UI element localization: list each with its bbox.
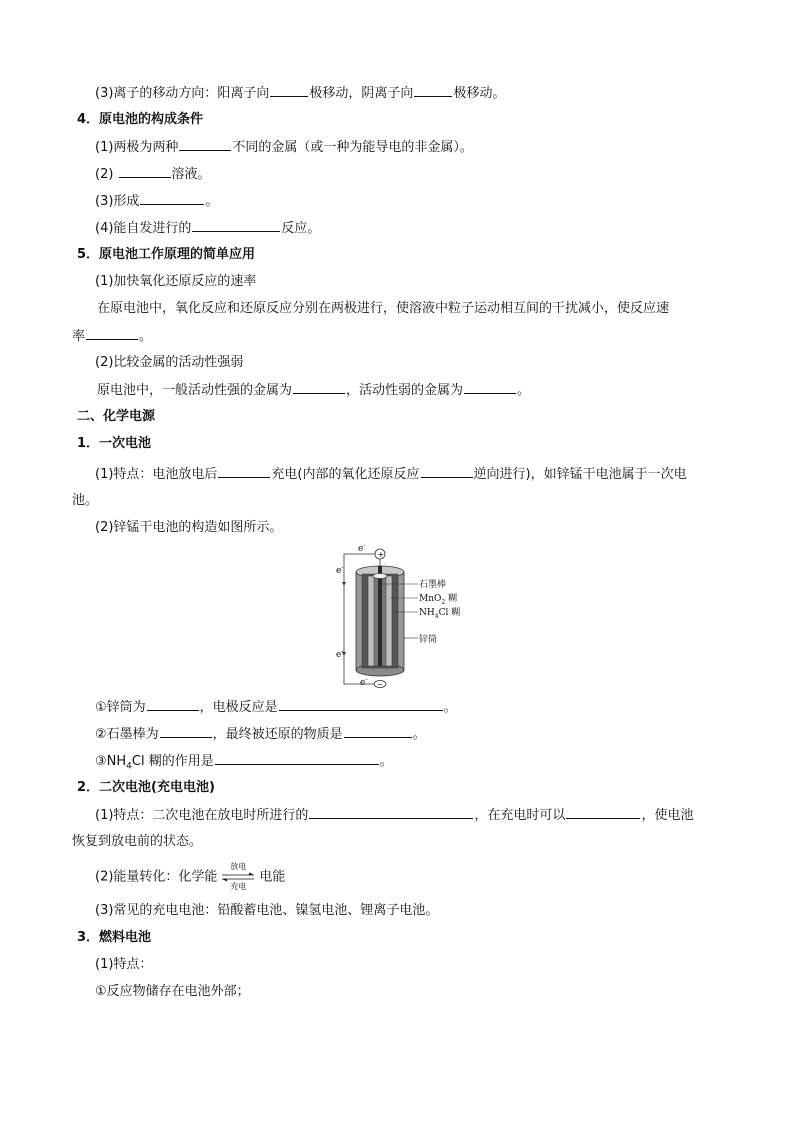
graphite-rod (378, 566, 382, 666)
section-heading: 2．二次电池(充电电池) (77, 780, 215, 795)
reversible-arrow: 放电 充电 (220, 862, 256, 892)
blank[interactable] (119, 165, 171, 178)
paragraph-line: 池。 (72, 493, 99, 508)
zinc-can-label: 锌筒 (419, 635, 438, 645)
ion-direction-line: (3)离子的移动方向：阳离子向 极移动，阴离子向 极移动。 (95, 86, 506, 101)
electron-label: e- (336, 564, 344, 576)
paragraph-line: (2)锌锰干电池的构造如图所示。 (95, 520, 283, 535)
section-heading: 二、化学电源 (77, 409, 156, 424)
paragraph-line: 原电池中，一般活动性强的金属为 ，活动性弱的金属为 。 (97, 383, 531, 398)
condition-line: (4)能自发进行的 反应。 (95, 221, 321, 236)
paragraph-line: ①反应物储存在电池外部； (95, 984, 250, 999)
blank[interactable] (344, 725, 412, 738)
blank[interactable] (414, 84, 452, 97)
blank[interactable] (215, 752, 379, 765)
arrow-icon (342, 582, 346, 586)
condition-line: (3)形成 。 (95, 194, 219, 209)
blank[interactable] (293, 381, 345, 394)
question-line: $③NH_4Cl$ 糊的作用是 。 (95, 754, 393, 772)
question-line: ①锌筒为 ，电极反应是 。 (95, 700, 457, 715)
question-line: ②石墨棒为 ，最终被还原的物质是 。 (95, 727, 426, 742)
subheading: (1)加快氧化还原反应的速率 (95, 274, 257, 289)
blank[interactable] (270, 84, 308, 97)
electron-label: e- (358, 542, 366, 554)
blank[interactable] (309, 806, 473, 819)
nh4cl-paste-label: $NH_4Cl$ 糊 (419, 608, 461, 620)
minus-sign: − (377, 680, 383, 689)
electron-label: e- (336, 648, 344, 660)
blank[interactable] (86, 327, 138, 340)
blank[interactable] (179, 138, 231, 151)
subheading: (2)比较金属的活动性强弱 (95, 355, 244, 370)
section-heading: 3．燃料电池 (77, 930, 152, 945)
section-heading: 1．一次电池 (77, 436, 152, 451)
blank[interactable] (147, 698, 199, 711)
blank[interactable] (279, 698, 443, 711)
blank[interactable] (192, 219, 280, 232)
blank[interactable] (464, 381, 516, 394)
blank[interactable] (566, 806, 640, 819)
mno2-paste-label: MnO$_2$ 糊 (419, 594, 458, 606)
plus-sign: + (377, 550, 385, 559)
condition-line: (2) 溶液。 (95, 167, 211, 182)
zinc-manganese-battery-diagram (332, 542, 462, 692)
paragraph-line: 在原电池中，氧化反应和还原反应分别在两极进行，使溶液中粒子运动相互间的干扰减小，使反应速 (97, 301, 670, 316)
subheading: (1)特点： (95, 957, 153, 972)
paragraph-line: (3)常见的充电电池：铅酸蓄电池、镍氢电池、锂离子电池。 (95, 903, 439, 918)
paragraph-line: (1)特点：二次电池在放电时所进行的 ，在充电时可以 ，使电池 (95, 808, 694, 823)
condition-line: (1)两极为两种 不同的金属（或一种为能导电的非金属）。 (95, 140, 473, 155)
blank[interactable] (160, 725, 212, 738)
blank[interactable] (140, 192, 204, 205)
paragraph-line: 率 。 (72, 329, 153, 344)
electron-label: e- (360, 676, 368, 688)
graphite-rod-label: 石墨棒 (419, 580, 447, 590)
blank[interactable] (421, 465, 473, 478)
paragraph-line: 恢复到放电前的状态。 (72, 834, 203, 849)
section-heading: 5．原电池工作原理的简单应用 (77, 247, 256, 262)
blank[interactable] (218, 465, 270, 478)
energy-conversion-line: (2)能量转化：化学能 放电 充电 电能 (95, 862, 286, 891)
section-heading: 4．原电池的构成条件 (77, 112, 204, 127)
paragraph-line: (1)特点：电池放电后 充电(内部的氧化还原反应 逆向进行)，如锌锰干电池属于一次电 (95, 467, 687, 482)
